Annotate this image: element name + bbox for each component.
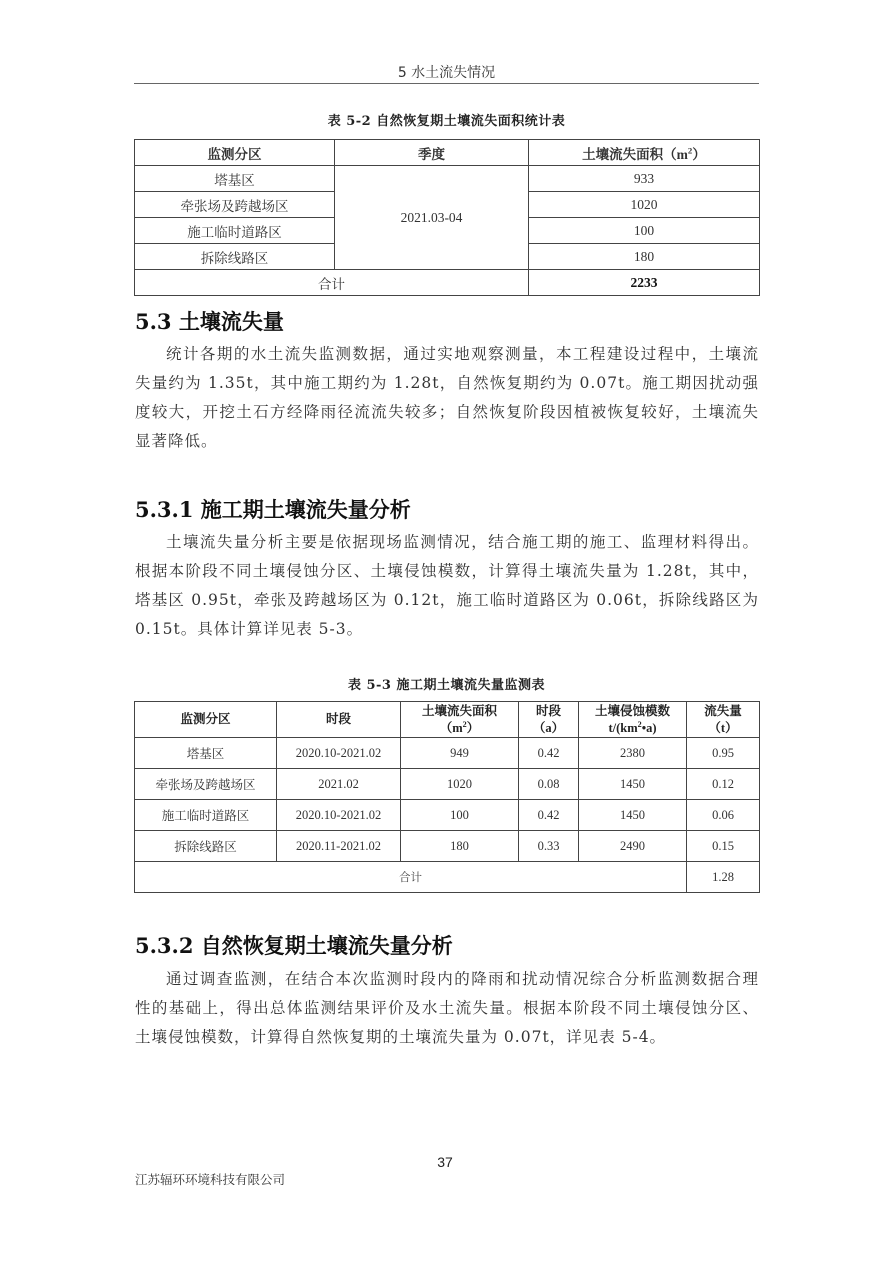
modulus-cell: 1450 <box>579 800 687 831</box>
area-cell: 933 <box>529 166 760 192</box>
column-header-line2: （t） <box>708 720 738 735</box>
area-cell: 100 <box>401 800 519 831</box>
table-row <box>135 769 760 800</box>
table-row <box>135 166 760 192</box>
table-total-row <box>135 270 760 296</box>
column-header: 土壤流失面积 $(m^2)$ <box>401 702 519 738</box>
loss-cell: 0.95 <box>687 738 760 769</box>
table-header-row <box>135 140 760 166</box>
section-5-3-2-paragraph: 通过调查监测，在结合本次监测时段内的降雨和扰动情况综合分析监测数据合理性的基础上，得出总体监测结果评价及水土流失量。根据本阶段不同土壤侵蚀分区、土壤侵蚀模数，计算得自然恢复期的土壤流失量为 0.07t，详见表 5-4。 <box>135 970 759 1046</box>
zone-cell: 拆除线路区 <box>135 244 335 270</box>
section-5-3-1-paragraph: 土壤流失量分析主要是依据现场监测情况，结合施工期的施工、监理材料得出。根据本阶段不同土壤侵蚀分区、土壤侵蚀模数，计算得土壤流失量为 1.28t，其中，塔基区 0.95t，牵张及跨越场区为 0.12t，施工临时道路区为 0.06t，拆除线路区为 0.15t。具体计算详见表 5-3。 <box>135 533 759 638</box>
table-header-row <box>135 702 760 738</box>
years-cell: 0.33 <box>519 831 579 862</box>
area-cell: 949 <box>401 738 519 769</box>
area-cell: 1020 <box>401 769 519 800</box>
period-cell: 2020.10-2021.02 <box>277 738 401 769</box>
column-header: 土壤侵蚀模数 $t/(km^2•a)$ <box>579 702 687 738</box>
period-cell: 2020.11-2021.02 <box>277 831 401 862</box>
column-header <box>687 702 760 738</box>
section-heading-5-3: 5.3 土壤流失量 <box>135 309 284 334</box>
years-cell: 0.42 <box>519 738 579 769</box>
total-label: 合计 <box>135 862 687 893</box>
loss-cell: 0.15 <box>687 831 760 862</box>
column-header-line1: 土壤侵蚀模数 <box>594 703 670 718</box>
column-header: 监测分区 <box>135 702 277 738</box>
years-cell: 0.42 <box>519 800 579 831</box>
column-header: 时段 <box>277 702 401 738</box>
modulus-cell: 1450 <box>579 769 687 800</box>
section-heading-5-3-1: 5.3.1 施工期土壤流失量分析 <box>135 497 411 522</box>
page-number: 37 <box>437 1154 453 1170</box>
table-row <box>135 831 760 862</box>
zone-cell: 牵张场及跨越场区 <box>135 192 335 218</box>
column-header: 季度 <box>335 140 529 166</box>
area-cell: 100 <box>529 218 760 244</box>
total-value: 1.28 <box>687 862 760 893</box>
footer-company: 江苏辐环环境科技有限公司 <box>135 1172 286 1187</box>
table-row <box>135 738 760 769</box>
column-header-line1: 时段 <box>535 703 561 718</box>
table-5-3-caption: 表 5-3 施工期土壤流失量监测表 <box>347 678 546 693</box>
zone-cell: 塔基区 <box>135 738 277 769</box>
modulus-cell: 2380 <box>579 738 687 769</box>
column-header <box>519 702 579 738</box>
total-value: 2233 <box>529 270 760 296</box>
column-header-line1: 土壤流失面积 <box>421 703 497 718</box>
column-header-line2: （a） <box>532 720 565 735</box>
table-5-2-caption: 表 5-2 自然恢复期土壤流失面积统计表 <box>327 114 566 129</box>
column-header-line1: 流失量 <box>704 703 742 718</box>
modulus-cell: 2490 <box>579 831 687 862</box>
area-cell: 180 <box>401 831 519 862</box>
table-row <box>135 800 760 831</box>
period-cell: 2020.10-2021.02 <box>277 800 401 831</box>
zone-cell: 施工临时道路区 <box>135 800 277 831</box>
table-5-3 <box>134 701 760 893</box>
column-header: 土壤流失面积$(m^2)$ <box>529 140 760 166</box>
zone-cell: 塔基区 <box>135 166 335 192</box>
total-label: 合计 <box>135 270 529 296</box>
table-5-2 <box>134 139 760 296</box>
column-header: 监测分区 <box>135 140 335 166</box>
running-header: 5 水土流失情况 <box>397 65 496 81</box>
loss-cell: 0.12 <box>687 769 760 800</box>
table-total-row <box>135 862 760 893</box>
section-heading-5-3-2: 5.3.2 自然恢复期土壤流失量分析 <box>135 933 453 958</box>
area-cell: 180 <box>529 244 760 270</box>
zone-cell: 施工临时道路区 <box>135 218 335 244</box>
season-cell: 2021.03-04 <box>335 166 529 270</box>
period-cell: 2021.02 <box>277 769 401 800</box>
years-cell: 0.08 <box>519 769 579 800</box>
section-5-3-paragraph: 统计各期的水土流失监测数据，通过实地观察测量，本工程建设过程中，土壤流失量约为 1.35t，其中施工期约为 1.28t，自然恢复期约为 0.07t。施工期因扰动强度较大，开挖土石方经降雨径流流失较多；自然恢复阶段因植被恢复较好，土壤流失显著降低。 <box>135 345 759 450</box>
area-cell: 1020 <box>529 192 760 218</box>
loss-cell: 0.06 <box>687 800 760 831</box>
header-rule <box>134 83 759 84</box>
zone-cell: 牵张场及跨越场区 <box>135 769 277 800</box>
zone-cell: 拆除线路区 <box>135 831 277 862</box>
